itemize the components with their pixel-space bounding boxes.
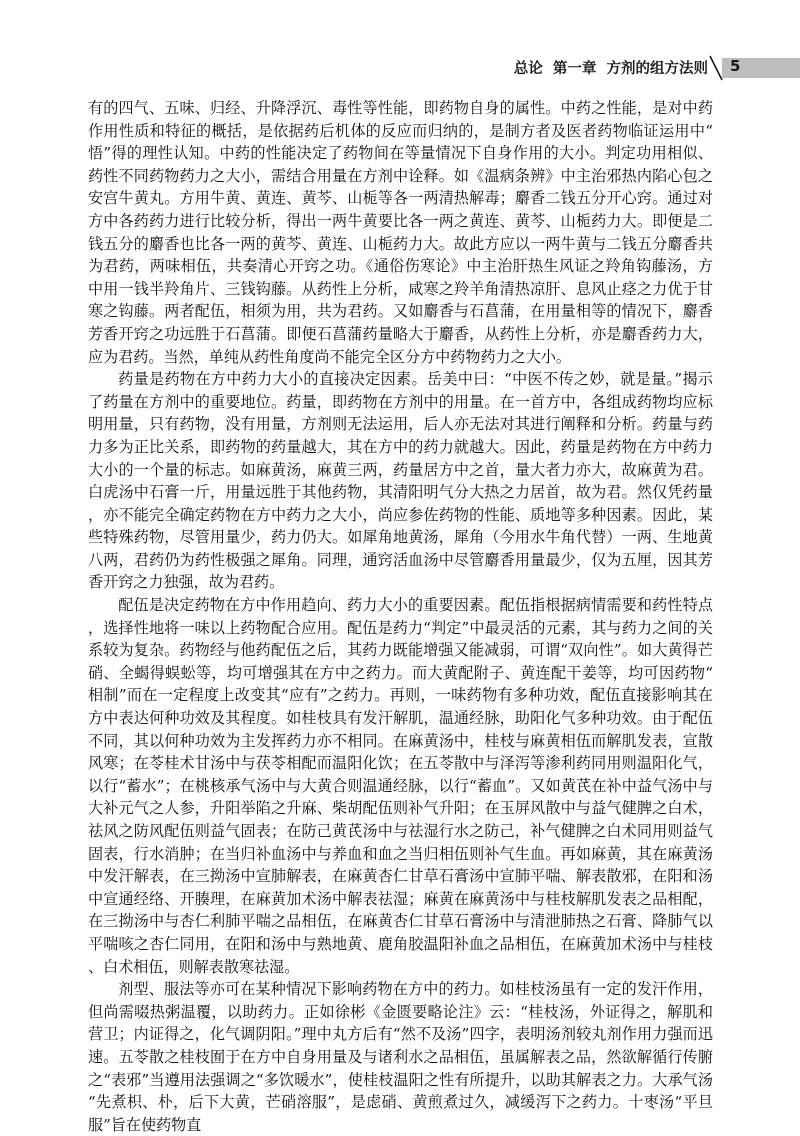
header-chapter: 第一章 bbox=[552, 61, 597, 77]
running-header-text bbox=[514, 57, 708, 78]
paragraph: 剂型、服法等亦可在某种情况下影响药物在方中的药力。如桂枝汤虽有一定的发汗作用，但尚需啜热粥温覆，以助药力。正如徐彬《金匮要略论注》云：“桂枝汤，外证得之，解肌和营卫；内证得之，化气调阴阳。”理中丸方后有“然不及汤”四字，表明汤剂较丸剂作用力强而迅速。五苓散之桂枝囿于在方中自身用量及与诸利水之品相伍，虽属解表之品，然欲解循行传腑之“表邪”当遵用法强调之“多饮暖水”，使桂枝温阳之性有所提升，以助其解表之力。大承气汤“先煮枳、朴，后下大黄，芒硝溶服”，是虑硝、黄煎煮过久，减缓泻下之药力。十枣汤“平旦服”旨在使药物直 bbox=[88, 980, 713, 1134]
paragraph: 有的四气、五味、归经、升降浮沉、毒性等性能，即药物自身的属性。中药之性能，是对中药作用性质和特征的概括，是依据药后机体的反应而归纳的，是制方者及医者药物临证运用中“悟”得的理性认知。中药的性能决定了药物间在等量情况下自身作用的大小。判定功用相似、药性不同药物药力之大小，需结合用量在方剂中诠释。如《温病条辨》中主治邪热内陷心包之安宫牛黄丸。方用牛黄、黄连、黄芩、山栀等各一两清热解毒；麝香二钱五分开心窍。通过对方中各药药力进行比较分析，得出一两牛黄要比各一两之黄连、黄芩、山栀药力大。即便是二钱五分的麝香也比各一两的黄芩、黄连、山栀药力大。故此方应以一两牛黄与二钱五分麝香共为君药，两味相伍，共奏清心开窍之功。《通俗伤寒论》中主治肝热生风证之羚角钩藤汤，方中用一钱半羚角片、三钱钩藤。从药性上分析，咸寒之羚羊角清热凉肝、息风止痉之力优于甘寒之钩藤。两者配伍，相须为用，共为君药。又如麝香与石菖蒲，在用量相等的情况下，麝香芳香开窍之功远胜于石菖蒲。即便石菖蒲药量略大于麝香，从药性上分析，亦是麝香药力大，应为君药。当然，单纯从药性角度尚不能完全区分方中药物药力之大小。 bbox=[88, 99, 713, 366]
paragraph: 配伍是决定药物在方中作用趋向、药力大小的重要因素。配伍指根据病情需要和药性特点，选择性地将一味以上药物配合应用。配伍是药力“判定”中最灵活的元素，其与药力之间的关系较为复杂。药物经与他药配伍之后，其药力既能增强又能减弱，可谓“双向性”。如大黄得芒硝、全蝎得蜈蚣等，均可增强其在方中之药力。而大黄配附子、黄连配干姜等，均可因药物“相制”而在一定程度上改变其“应有”之药力。再则，一味药物有多种功效，配伍直接影响其在方中表达何种功效及其程度。如桂枝具有发汗解肌，温通经脉，助阳化气多种功效。由于配伍不同，其以何种功效为主发挥药力亦不相同。在麻黄汤中，桂枝与麻黄相伍而解肌发表，宣散风寒；在苓桂术甘汤中与茯苓相配而温阳化饮；在五苓散中与泽泻等渗利药同用则温阳化气，以行“蓄水”；在桃核承气汤中与大黄合则温通经脉，以行“蓄血”。又如黄芪在补中益气汤中与大补元气之人参，升阳举陷之升麻、柴胡配伍则补气升阳；在玉屏风散中与益气健脾之白术，祛风之防风配伍则益气固表；在防己黄芪汤中与祛湿行水之防己，补气健脾之白术同用则益气固表，行水消肿；在当归补血汤中与养血和血之当归相伍则补气生血。再如麻黄，其在麻黄汤中发汗解表，在三拗汤中宣肺解表，在麻黄杏仁甘草石膏汤中宣肺平喘、解表散邪，在阳和汤中宣通经络、开腠理，在麻黄加术汤中解表祛湿；麻黄在麻黄汤中与桂枝解肌发表之品相配，在三拗汤中与杏仁利肺平喘之品相伍，在麻黄杏仁甘草石膏汤中与清泄肺热之石膏、降肺气以平喘咳之杏仁同用，在阳和汤中与熟地黄、鹿角胶温阳补血之品相伍，在麻黄加术汤中与桂枝、白术相伍，则解表散寒祛湿。 bbox=[88, 596, 713, 976]
body-text bbox=[88, 97, 713, 1136]
page-number: 5 bbox=[730, 57, 741, 75]
header-section: 总论 bbox=[513, 61, 543, 77]
paragraph: 药量是药物在方中药力大小的直接决定因素。岳美中曰：“中医不传之妙，就是量。”揭示了药量在方剂中的重要地位。药量，即药物在方剂中的用量。在一首方中，各组成药物均应标明用量，只有药物，没有用量，方剂则无法运用，后人亦无法对其进行阐释和分析。药量与药力多为正比关系，即药物的药量越大，其在方中的药力就越大。因此，药量是药物在方中药力大小的一个量的标志。如麻黄汤，麻黄三两，药量居方中之首，量大者力亦大，故麻黄为君。白虎汤中石膏一斤，用量远胜于其他药物，其清阳明气分大热之力居首，故为君。然仅凭药量，亦不能完全确定药物在方中药力之大小，尚应参佐药物的性能、质地等多种因素。因此，某些特殊药物，尽管用量少，药力仍大。如犀角地黄汤，犀角（今用水牛角代替）一两、生地黄八两，君药仍为药性极强之犀角。同理，通窍活血汤中尽管麝香用量最少，仅为五厘，因其芳香开窍之力独强，故为君药。 bbox=[88, 370, 713, 592]
running-header bbox=[0, 56, 800, 80]
header-chapter-title: 方剂的组方法则 bbox=[606, 61, 708, 77]
